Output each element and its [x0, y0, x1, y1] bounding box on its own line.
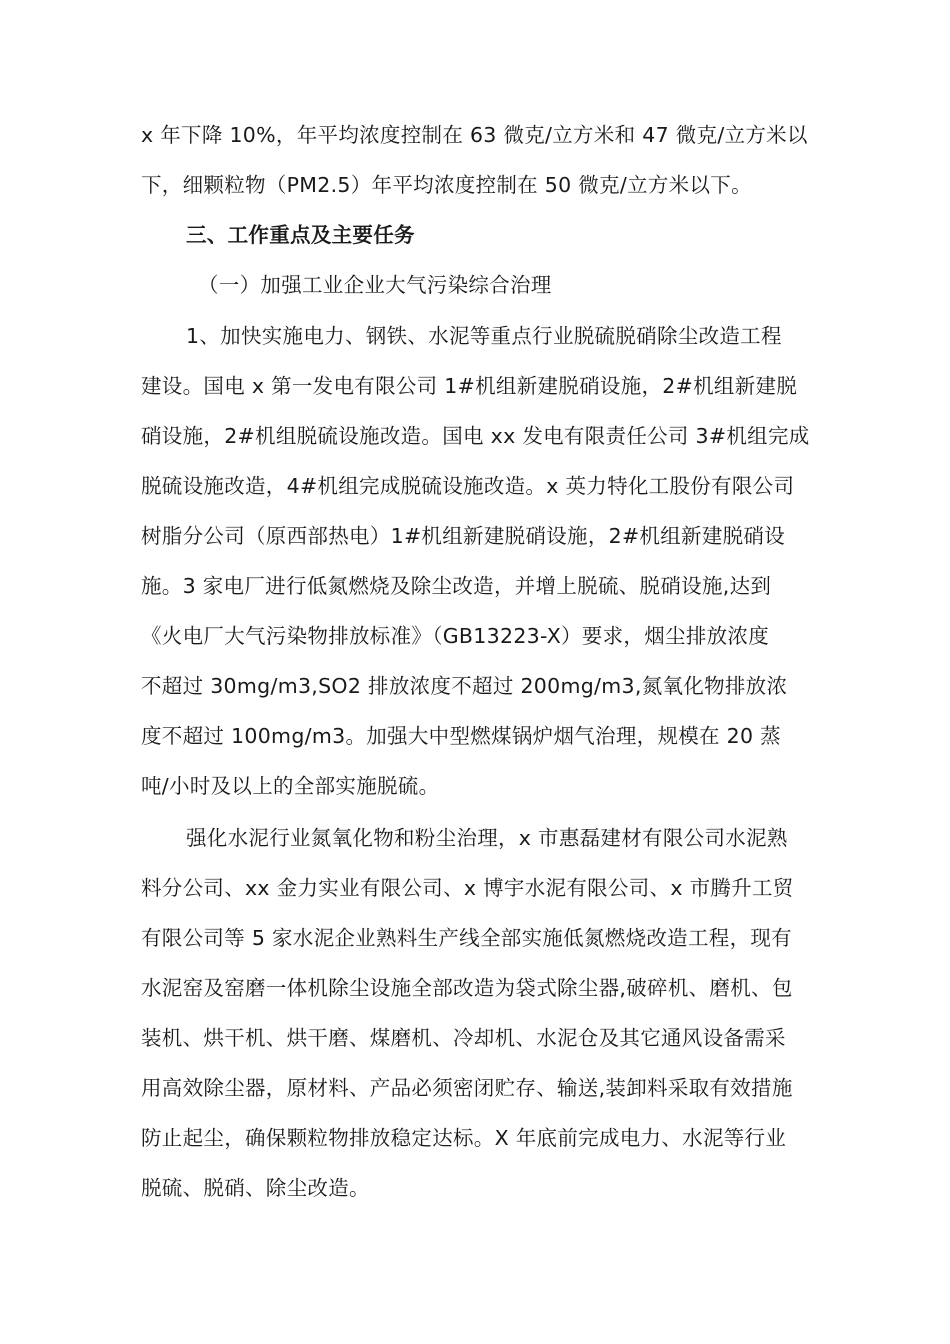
- item1-line-8: 不超过 30mg/m3,SO2 排放浓度不超过 200mg/m3,氮氧化物排放浓: [141, 674, 788, 698]
- item1-line-1: 1、加快实施电力、钢铁、水泥等重点行业脱硫脱硝除尘改造工程: [186, 324, 782, 348]
- paragraph2-line-7: 防止起尘，确保颗粒物排放稳定达标。X 年底前完成电力、水泥等行业: [141, 1126, 787, 1150]
- section-heading: 三、工作重点及主要任务: [186, 223, 415, 247]
- item1-line-7: 《火电厂大气污染物排放标准》（GB13223-X）要求，烟尘排放浓度: [141, 624, 770, 648]
- intro-line-1: x 年下降 10%，年平均浓度控制在 63 微克/立方米和 47 微克/立方米以: [141, 123, 808, 147]
- paragraph2-line-6: 用高效除尘器，原材料、产品必须密闭贮存、输送,装卸料采取有效措施: [141, 1076, 793, 1100]
- paragraph2-line-4: 水泥窑及窑磨一体机除尘设施全部改造为袋式除尘器,破碎机、磨机、包: [141, 976, 793, 1000]
- item1-line-2: 建设。国电 x 第一发电有限公司 1#机组新建脱硝设施，2#机组新建脱: [141, 374, 798, 398]
- item1-line-6: 施。3 家电厂进行低氮燃烧及除尘改造，并增上脱硫、脱硝设施,达到: [141, 574, 772, 598]
- item1-line-10: 吨/小时及以上的全部实施脱硫。: [141, 774, 440, 798]
- paragraph2-line-2: 料分公司、xx 金力实业有限公司、x 博宇水泥有限公司、x 市腾升工贸: [141, 876, 794, 900]
- item1-line-3: 硝设施，2#机组脱硫设施改造。国电 xx 发电有限责任公司 3#机组完成: [141, 424, 810, 448]
- paragraph2-line-1: 强化水泥行业氮氧化物和粉尘治理，x 市惠磊建材有限公司水泥熟: [186, 826, 788, 850]
- subsection-heading: （一）加强工业企业大气污染综合治理: [198, 273, 552, 297]
- paragraph2-line-5: 装机、烘干机、烘干磨、煤磨机、冷却机、水泥仓及其它通风设备需采: [141, 1026, 786, 1050]
- paragraph2-line-3: 有限公司等 5 家水泥企业熟料生产线全部实施低氮燃烧改造工程，现有: [141, 926, 792, 950]
- item1-line-4: 脱硫设施改造，4#机组完成脱硫设施改造。x 英力特化工股份有限公司: [141, 474, 795, 498]
- item1-line-9: 度不超过 100mg/m3。加强大中型燃煤锅炉烟气治理，规模在 20 蒸: [141, 724, 781, 748]
- item1-line-5: 树脂分公司（原西部热电）1#机组新建脱硝设施，2#机组新建脱硝设: [141, 524, 786, 548]
- paragraph2-line-8: 脱硫、脱硝、除尘改造。: [141, 1176, 370, 1200]
- intro-line-2: 下，细颗粒物（PM2.5）年平均浓度控制在 50 微克/立方米以下。: [141, 173, 752, 197]
